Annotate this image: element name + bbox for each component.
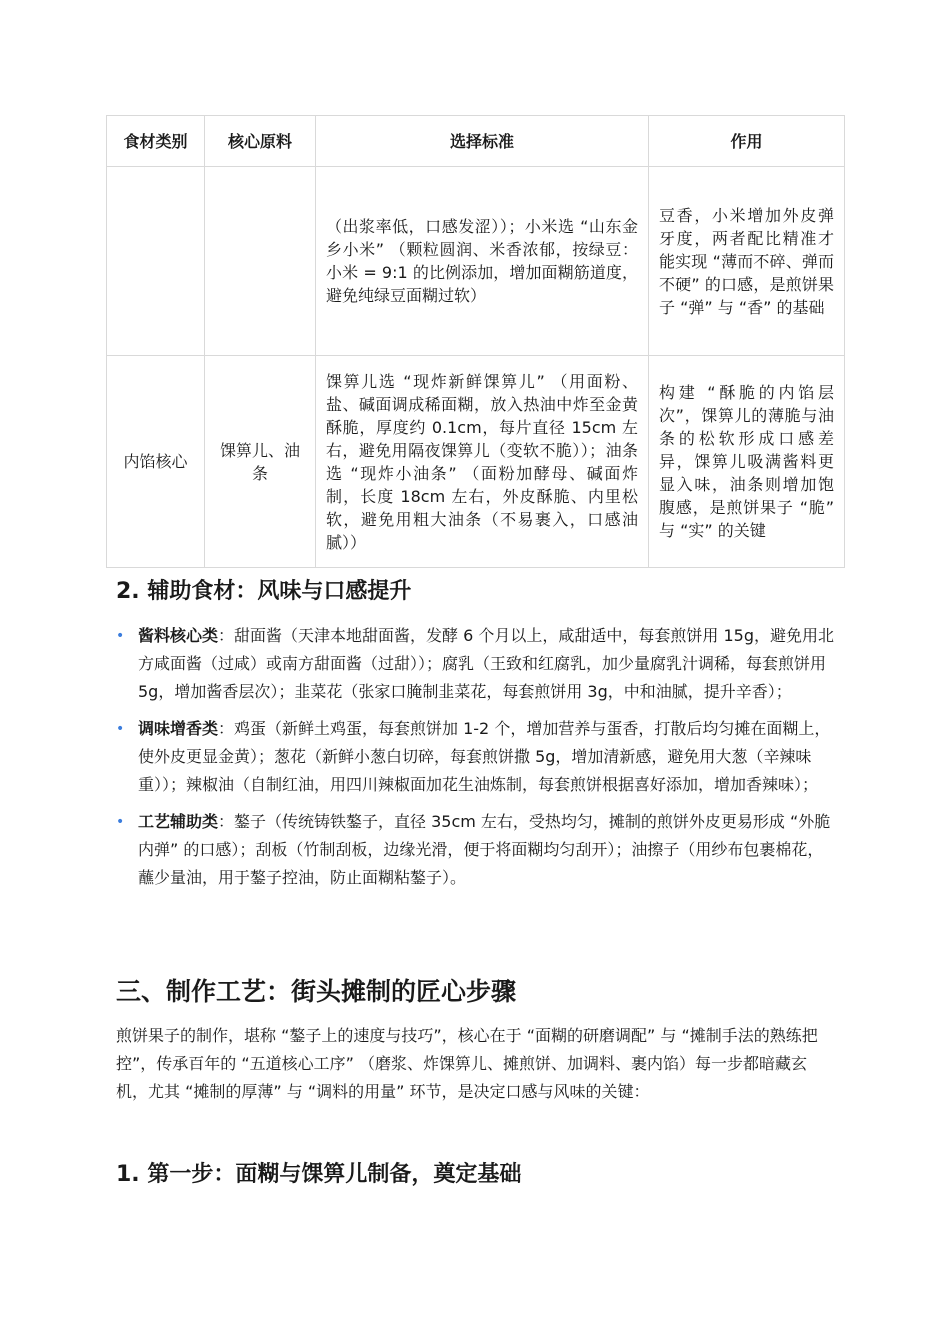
- header-effect: 作用: [649, 116, 845, 167]
- chapter-heading-process: 三、制作工艺：街头摊制的匠心步骤: [116, 977, 517, 1006]
- cell-material: [205, 167, 316, 356]
- cell-effect: 构建 “酥脆的内馅层次”，馃箅儿的薄脆与油条的松软形成口感差异，馃箅儿吸满酱料更显入味，油条则增加饱腹感，是煎饼果子 “脆” 与 “实” 的关键: [649, 356, 845, 568]
- cell-standard: （出浆率低，口感发涩））；小米选 “山东金乡小米” （颗粒圆润、米香浓郁，按绿豆：小米 = 9:1 的比例添加，增加面糊筋道度，避免纯绿豆面糊过软）: [316, 167, 649, 356]
- header-standard: 选择标准: [316, 116, 649, 167]
- bullet-icon: •: [116, 628, 125, 644]
- ingredient-table: [106, 115, 845, 568]
- list-item: [116, 808, 836, 892]
- section-heading-step1: 1. 第一步：面糊与馃箅儿制备，奠定基础: [116, 1162, 522, 1187]
- cell-standard: 馃箅儿选 “现炸新鲜馃箅儿” （用面粉、盐、碱面调成稀面糊，放入热油中炸至金黄酥脆，厚度约 0.1cm，每片直径 15cm 左右，避免用隔夜馃箅儿（变软不脆））；油条选 “现炸小油条” （面粉加酵母、碱面炸制，长度 18cm 左右，外皮酥脆、内里松软，避免用粗大油条（不易裹入，口感油腻））: [316, 356, 649, 568]
- auxiliary-list: [116, 622, 836, 901]
- process-intro-paragraph: 煎饼果子的制作，堪称 “鏊子上的速度与技巧”，核心在于 “面糊的研磨调配” 与 “摊制手法的熟练把控”，传承百年的 “五道核心工序” （磨浆、炸馃箅儿、摊煎饼、加调料、裹内馅）每一步都暗藏玄机，尤其 “摊制的厚薄” 与 “调料的用量” 环节，是决定口感与风味的关键：: [116, 1026, 818, 1101]
- bullet-icon: •: [116, 721, 125, 737]
- list-item-head: 工艺辅助类: [138, 812, 219, 831]
- table-header-row: [107, 116, 845, 167]
- section-heading-auxiliary: 2. 辅助食材：风味与口感提升: [116, 579, 412, 604]
- list-item: [116, 715, 836, 799]
- list-item: [116, 622, 836, 706]
- list-item-head: 酱料核心类: [138, 626, 219, 645]
- list-item-text: ：甜面酱（天津本地甜面酱，发酵 6 个月以上，咸甜适中，每套煎饼用 15g，避免用北方咸面酱（过咸）或南方甜面酱（过甜））；腐乳（王致和红腐乳，加少量腐乳汁调稀，每套煎饼用 5g，增加酱香层次）；韭菜花（张家口腌制韭菜花，每套煎饼用 3g，中和油腻，提升辛香）；: [138, 626, 834, 701]
- cell-category: 内馅核心: [107, 356, 205, 568]
- list-item-text: ：鸡蛋（新鲜土鸡蛋，每套煎饼加 1-2 个，增加营养与蛋香，打散后均匀摊在面糊上，使外皮更显金黄）；葱花（新鲜小葱白切碎，每套煎饼撒 5g，增加清新感，避免用大葱（辛辣味重））；辣椒油（自制红油，用四川辣椒面加花生油炼制，每套煎饼根据喜好添加，增加香辣味）；: [138, 719, 831, 794]
- header-category: 食材类别: [107, 116, 205, 167]
- header-material: 核心原料: [205, 116, 316, 167]
- cell-material: 馃箅儿、油条: [205, 356, 316, 568]
- cell-effect: 豆香，小米增加外皮弹牙度，两者配比精准才能实现 “薄而不碎、弹而不硬” 的口感，是煎饼果子 “弹” 与 “香” 的基础: [649, 167, 845, 356]
- table-row: [107, 356, 845, 568]
- cell-category: [107, 167, 205, 356]
- list-item-text: ：鏊子（传统铸铁鏊子，直径 35cm 左右，受热均匀，摊制的煎饼外皮更易形成 “外脆内弹” 的口感）；刮板（竹制刮板，边缘光滑，便于将面糊均匀刮开）；油擦子（用纱布包裹棉花，蘸少量油，用于鏊子控油，防止面糊粘鏊子）。: [138, 812, 831, 887]
- table-row: [107, 167, 845, 356]
- list-item-head: 调味增香类: [138, 719, 219, 738]
- bullet-icon: •: [116, 814, 125, 830]
